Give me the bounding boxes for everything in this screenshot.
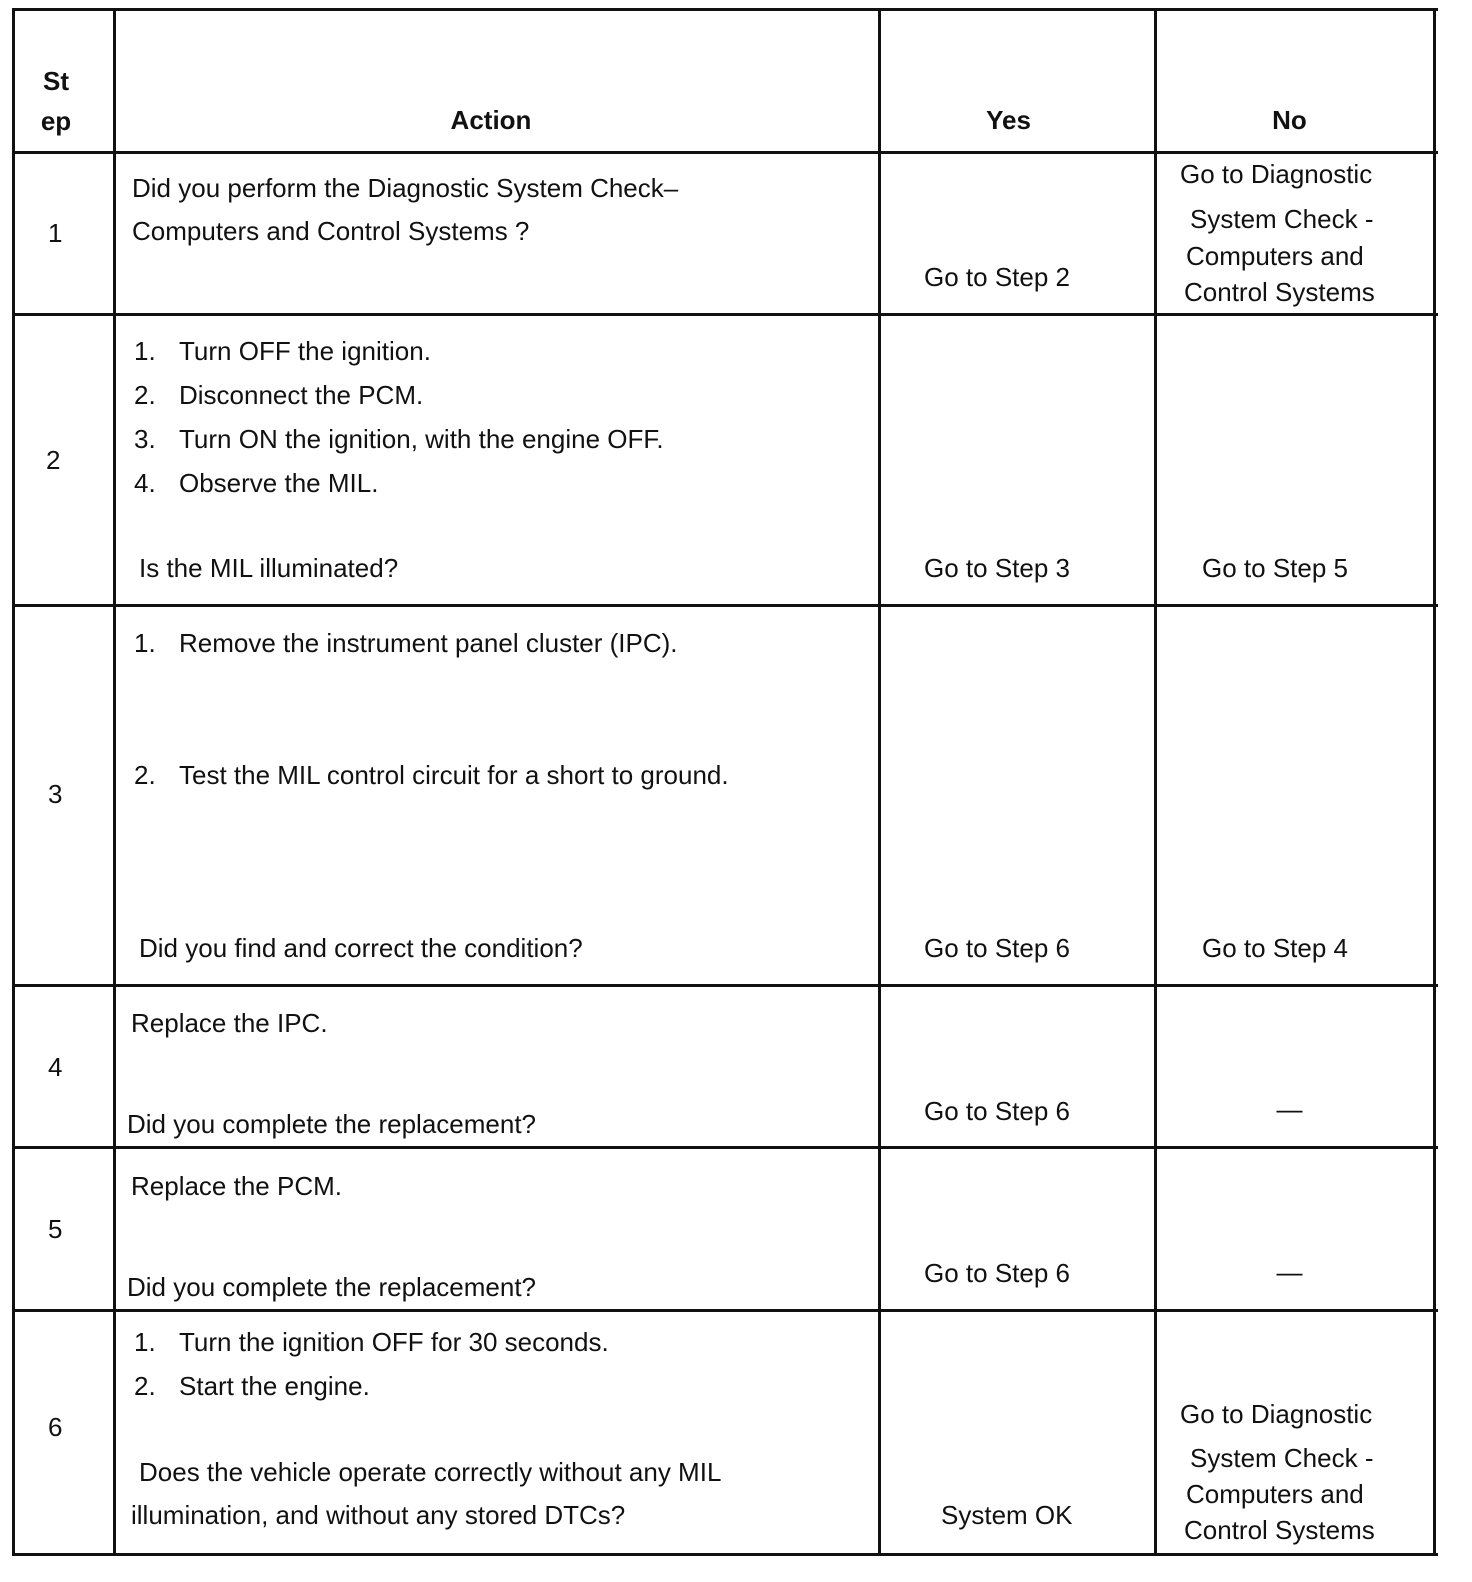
no-result: — xyxy=(1276,1257,1303,1287)
action-text: Replace the PCM. xyxy=(131,1171,342,1201)
yes-result: Go to Step 6 xyxy=(924,933,1070,963)
row-divider xyxy=(12,604,1438,607)
question-text: Did you complete the replacement? xyxy=(127,1109,537,1139)
table-border-left xyxy=(12,8,15,1556)
item-text: Observe the MIL. xyxy=(179,468,379,498)
step-number: 1 xyxy=(48,218,63,248)
item-text: Test the MIL control circuit for a short to ground. xyxy=(179,760,729,790)
item-text: Start the engine. xyxy=(179,1371,370,1401)
row-divider xyxy=(12,313,1438,316)
item-number: 2. xyxy=(134,760,156,790)
item-text: Turn the ignition OFF for 30 seconds. xyxy=(179,1327,609,1357)
column-divider xyxy=(1154,8,1157,1556)
question-text: Did you complete the replacement? xyxy=(127,1272,537,1302)
no-result: Go to Diagnostic xyxy=(1180,1399,1373,1429)
question-text: Is the MIL illuminated? xyxy=(139,553,399,583)
table-border-bottom xyxy=(12,1553,1438,1556)
item-number: 2. xyxy=(134,1371,156,1401)
no-result: Go to Step 5 xyxy=(1202,553,1348,583)
item-text: Turn OFF the ignition. xyxy=(179,336,431,366)
action-text: Replace the IPC. xyxy=(131,1008,328,1038)
no-result: System Check - xyxy=(1190,1443,1374,1473)
yes-result: System OK xyxy=(941,1500,1073,1530)
row-divider xyxy=(12,984,1438,987)
yes-result: Go to Step 2 xyxy=(924,262,1070,292)
question-text: illumination, and without any stored DTCs? xyxy=(131,1500,626,1530)
question-text: Did you find and correct the condition? xyxy=(139,933,583,963)
question-text: Does the vehicle operate correctly without any MIL xyxy=(139,1457,722,1487)
table-border-right xyxy=(1433,8,1436,1556)
header-yes: Yes xyxy=(986,105,1031,135)
action-text: Computers and Control Systems ? xyxy=(132,216,530,246)
row-divider xyxy=(12,151,1438,154)
item-number: 1. xyxy=(134,628,156,658)
no-result: Control Systems xyxy=(1184,1515,1375,1545)
no-result: System Check - xyxy=(1190,204,1374,234)
action-text: Did you perform the Diagnostic System Check– xyxy=(132,173,679,203)
item-number: 4. xyxy=(134,468,156,498)
step-number: 5 xyxy=(48,1214,63,1244)
step-number: 4 xyxy=(48,1052,63,1082)
no-result: Computers and xyxy=(1186,241,1364,271)
header-no: No xyxy=(1272,105,1307,135)
header-step-line1: St xyxy=(43,66,69,96)
item-text: Disconnect the PCM. xyxy=(179,380,424,410)
row-divider xyxy=(12,1146,1438,1149)
no-result: Control Systems xyxy=(1184,277,1375,307)
header-step-line2: ep xyxy=(40,106,72,136)
header-action: Action xyxy=(450,105,532,135)
column-divider xyxy=(113,8,116,1556)
item-number: 2. xyxy=(134,380,156,410)
item-number: 1. xyxy=(134,1327,156,1357)
step-number: 6 xyxy=(48,1412,63,1442)
item-number: 3. xyxy=(134,424,156,454)
yes-result: Go to Step 6 xyxy=(924,1258,1070,1288)
item-text: Turn ON the ignition, with the engine OFF. xyxy=(179,424,664,454)
diagnostic-table xyxy=(12,8,1438,1568)
no-result: Computers and xyxy=(1186,1479,1364,1509)
step-number: 3 xyxy=(48,779,63,809)
row-divider xyxy=(12,1309,1438,1312)
column-divider xyxy=(878,8,881,1556)
step-number: 2 xyxy=(46,445,61,475)
item-number: 1. xyxy=(134,336,156,366)
yes-result: Go to Step 6 xyxy=(924,1096,1070,1126)
no-result: — xyxy=(1276,1094,1303,1124)
yes-result: Go to Step 3 xyxy=(924,553,1070,583)
item-text: Remove the instrument panel cluster (IPC). xyxy=(179,628,678,658)
no-result: Go to Step 4 xyxy=(1202,933,1348,963)
no-result: Go to Diagnostic xyxy=(1180,159,1373,189)
table-border-top xyxy=(12,8,1438,11)
